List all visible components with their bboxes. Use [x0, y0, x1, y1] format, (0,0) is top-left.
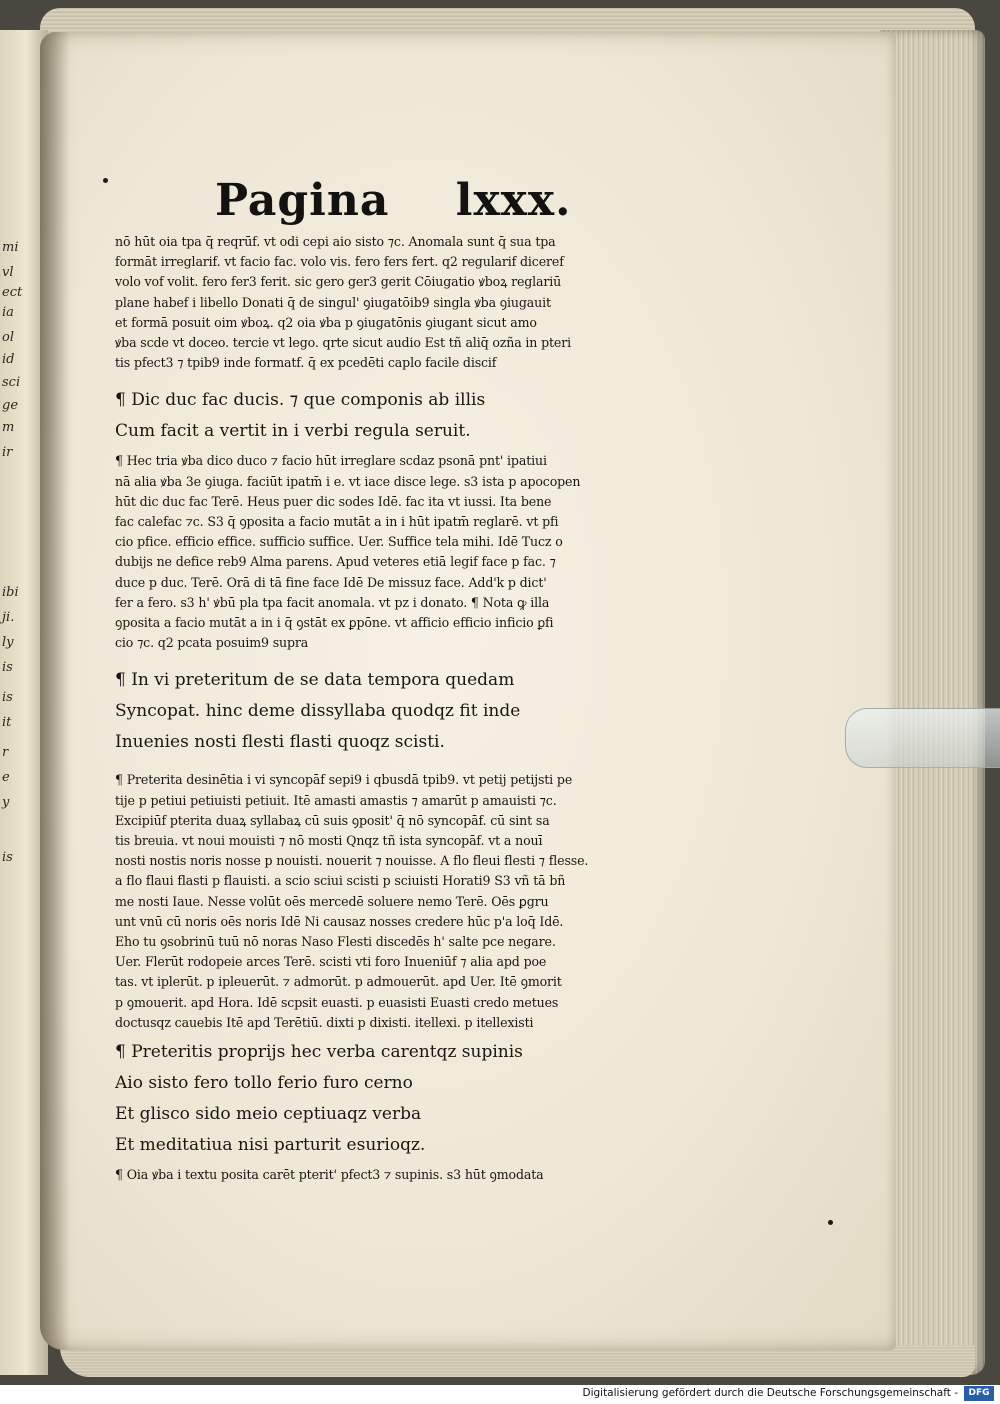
- text-line: nō hūt oia tpa q̄ reqrūf. vt odi cepi aio sisto ⁊c. Anomala sunt q̄ sua tpa: [115, 234, 556, 249]
- text-line: hūt dic duc fac Terē. Heus puer dic sodes Idē. fac ita vt iussi. Ita bene: [115, 493, 552, 509]
- verse-line: Et glisco sido meio ceptiuaqz verba: [115, 1104, 422, 1125]
- text-line: tis pfect3 ⁊ tpib9 inde formatf. q̄ ex pcedēti caplo facile discif: [115, 355, 497, 371]
- page-header: [215, 175, 615, 235]
- verse-1: [115, 385, 715, 447]
- text-line: Excipiūf pterita duaꝝ syllabaꝝ cū suis ꝯposit' q̄ nō syncopāf. cū sint sa: [115, 812, 550, 828]
- verso-fragment: id: [2, 352, 15, 367]
- text-line: fac calefac ⁊c. S3 q̄ ꝯposita a facio mutāt a in i hūt ipatm̄ reglarē. vt pfi: [115, 514, 559, 530]
- text-line: formāt irreglarif. vt facio fac. volo vis. fero fers fert. q2 regularif diceref: [115, 254, 564, 270]
- verso-fragment: ji.: [2, 610, 15, 625]
- header-word: Pagina: [215, 175, 390, 226]
- verso-fragment: y: [2, 795, 10, 810]
- paragraph-1: [115, 232, 715, 373]
- paragraph-3: [115, 770, 715, 1033]
- text-line: nā alia ꝟba 3e ꝯiuga. faciūt ipatm̄ i e. vt iace disce lege. s3 ista p apocopen: [115, 473, 581, 489]
- dfg-logo: DFG: [964, 1386, 994, 1401]
- verso-fragment: is: [2, 660, 13, 675]
- verso-fragment: vl: [2, 265, 14, 280]
- verso-fragment: e: [2, 770, 10, 785]
- page-marker-tab: [845, 708, 1000, 768]
- footer-bar: [0, 1385, 1000, 1404]
- verse-line: Et meditatiua nisi parturit esurioqz.: [115, 1135, 426, 1156]
- text-line: tis breuia. vt noui mouisti ⁊ nō mosti Qnqz tñ ista syncopāf. vt a nouī: [115, 833, 543, 849]
- ink-dot: [103, 178, 108, 183]
- verso-fragment: it: [2, 715, 12, 730]
- text-line: fer a fero. s3 h' ꝟbū pla tpa facit anomala. vt pz i donato. ¶ Nota ꝙ illa: [115, 594, 550, 610]
- text-line: me nosti Iaue. Nesse volūt oēs mercedē soluere nemo Terē. Oēs ꝑgru: [115, 893, 549, 909]
- text-block: [115, 232, 715, 1185]
- verso-fragment: mi: [2, 240, 19, 255]
- verso-fragment: is: [2, 690, 13, 705]
- text-line: p ꝯmouerit. apd Hora. Idē scpsit euasti. p euasisti Euasti credo metues: [115, 994, 559, 1010]
- text-line: ꝟba scde vt doceo. tercie vt lego. qrte sicut audio Est tñ aliq̄ ozña in pteri: [115, 335, 571, 351]
- verso-fragment: sci: [2, 375, 21, 390]
- text-line: Eho tu ꝯsobrinū tuū nō noras Naso Flesti discedēs h' salte pce negare.: [115, 934, 556, 950]
- text-line: duce p duc. Terē. Orā di tā fine face Idē De missuz face. Add'k p dict': [115, 574, 547, 590]
- verso-fragment: ect: [2, 285, 23, 300]
- verse-line: ¶ Preteritis proprijs hec verba carentqz supinis: [115, 1042, 523, 1063]
- text-line: tije p petiui petiuisti petiuit. Itē amasti amastis ⁊ amarūt p amauisti ⁊c.: [115, 792, 557, 808]
- verse-line: ¶ Dic duc fac ducis. ⁊ que componis ab illis: [115, 390, 486, 411]
- verse-2: [115, 665, 715, 758]
- verso-fragment: ge: [2, 398, 19, 413]
- paragraph-2: [115, 451, 715, 653]
- closing-line: ¶ Oia ꝟba i textu posita carēt pterit' pfect3 ⁊ supinis. s3 hūt ꝯmodata: [115, 1167, 544, 1183]
- gutter-shadow: [40, 32, 70, 1350]
- text-line: ¶ Preterita desinētia i vi syncopāf sepi9 i qbusdā tpib9. vt petij petijsti pe: [115, 772, 573, 788]
- text-line: a flo flaui flasti p flauisti. a scio sciui scisti p sciuisti Horati9 S3 vñ tā bñ: [115, 873, 566, 889]
- folio-number: lxxx.: [455, 175, 572, 226]
- text-line: nosti nostis noris nosse p nouisti. nouerit ⁊ nouisse. A flo fleui flesti ⁊ flesse.: [115, 853, 589, 869]
- verse-line: Inuenies nosti flesti flasti quoqz scisti.: [115, 732, 445, 753]
- text-line: doctusqz cauebis Itē apd Terētiū. dixti p dixisti. itellexi. p itellexisti: [115, 1014, 534, 1030]
- text-line: dubijs ne defice reb9 Alma parens. Apud veteres etiā legif face p fac. ⁊: [115, 554, 556, 570]
- text-line: plane habef i libello Donati q̄ de singul' ꝯiugatōib9 singla ꝟba ꝯiugauit: [115, 294, 551, 310]
- text-line: cio pfice. efficio effice. sufficio suffice. Uer. Suffice tela mihi. Idē Tucz o: [115, 534, 563, 550]
- verso-fragment: m: [2, 420, 15, 435]
- verse-line: ¶ In vi preteritum de se data tempora quedam: [115, 670, 515, 691]
- text-line: cio ⁊c. q2 pcata posuim9 supra: [115, 635, 309, 651]
- verse-line: Cum facit a vertit in i verbi regula seruit.: [115, 421, 471, 442]
- verso-fragment: is: [2, 850, 13, 865]
- verso-fragment: ly: [2, 635, 14, 650]
- funding-credit: Digitalisierung gefördert durch die Deutsche Forschungsgemeinschaft -: [582, 1387, 958, 1399]
- text-line: volo vof volit. fero fer3 ferit. sic gero ger3 gerit Cōiugatio ꝟboꝝ reglariū: [115, 274, 562, 290]
- verse-line: Aio sisto fero tollo ferio furo cerno: [115, 1073, 413, 1094]
- ink-dot: [828, 1220, 833, 1225]
- verse-line: Syncopat. hinc deme dissyllaba quodqz fit inde: [115, 701, 521, 722]
- verso-fragment: ia: [2, 305, 14, 320]
- verso-fragment: ibi: [2, 585, 19, 600]
- text-line: ꝯposita a facio mutāt a in i q̄ ꝯstāt ex ꝑpōne. vt afficio efficio inficio ꝑfi: [115, 615, 554, 631]
- verso-fragment: ir: [2, 445, 13, 460]
- verso-fragment: r: [2, 745, 9, 760]
- verse-3: [115, 1037, 715, 1161]
- verso-fragment: ol: [2, 330, 14, 345]
- text-line: tas. vt iplerūt. p ipleuerūt. ⁊ admorūt. p admouerūt. apd Uer. Itē ꝯmorit: [115, 974, 562, 990]
- text-line: unt vnū cū noris oēs noris Idē Ni causaz nosses credere hūc p'a loq̄ Idē.: [115, 913, 564, 929]
- text-line: Uer. Flerūt rodopeie arces Terē. scisti vti foro Inueniūf ⁊ alia apd poe: [115, 954, 547, 970]
- text-line: ¶ Hec tria ꝟba dico duco ⁊ facio hūt irreglare scdaz psonā pnt' ipatiui: [115, 453, 547, 469]
- text-line: et formā posuit oim ꝟboꝝ. q2 oia ꝟba p ꝯiugatōnis ꝯiugant sicut amo: [115, 314, 537, 330]
